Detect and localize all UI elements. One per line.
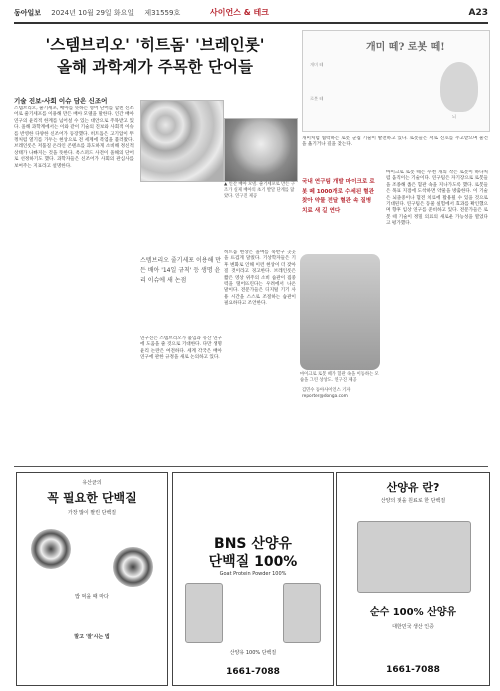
sidebar-aside-text: 개미처럼 협력하는 로봇 군집 기술이 발전하고 있다. 로봇들은 서로 신호를 주고받으며 물건을 옮기거나 길을 찾는다.: [302, 136, 488, 148]
ad2-sub: Goat Protein Powder 100%: [219, 571, 287, 577]
advertisement-2[interactable]: [172, 472, 334, 686]
box-label-robots: 로봇 떼: [310, 96, 324, 101]
photo-caption: ▲ 인간 배아 모델. 줄기세포로 만든 구조가 실제 배아의 초기 발달 단계를 닮았다. 연구진 제공: [224, 182, 295, 199]
box-label-ants: 개미 떼: [310, 62, 324, 67]
headline-line-1: '스템브리오' '히트돔' '브레인롯': [45, 35, 265, 54]
heat-dome-photo: [224, 118, 298, 182]
article-column-2: 연구진은 스템브리오가 불임과 유산 연구에 도움을 줄 것으로 기대한다. 다만 생명 윤리 논란은 여전하다. 세계 각국은 배아 연구에 관한 규정을 새로 논의하고 있다.: [140, 336, 222, 361]
article-byline: 기술 진보-사회 이슈 담은 신조어: [14, 97, 108, 105]
advertisement-3[interactable]: [336, 472, 490, 686]
headline-line-2: 올해 과학계가 주목한 단어들: [57, 57, 253, 76]
article-headline: [14, 34, 296, 78]
ads-divider: [14, 466, 488, 467]
embryo-photo: [140, 100, 224, 182]
ad1-mid: 밥 먹을 때 마다: [75, 594, 109, 600]
publication-name: 동아일보: [14, 9, 42, 17]
box-label-brain: 뇌: [452, 114, 457, 119]
advertisement-1[interactable]: [16, 472, 168, 686]
sidebar-column: 마이크로 로봇 떼는 수천 개의 작은 로봇이 하나처럼 움직이는 기술이다. 연구팀은 자기장으로 로봇들을 조종해 좁은 혈관 속을 지나가도록 했다. 로봇들은 목표 지점에 도착하면 약물을 방출한다. 이 기술은 뇌졸중이나 혈전 치료에 활용될 수 있을 것으로 기대된다. 연구팀은 동물 실험에서 효과를 확인했으며 향후 임상 연구를 준비하고 있다. 전문가들은 로봇 떼 기술이 정밀 의료의 새로운 가능성을 열었다고 평가했다.: [386, 170, 488, 227]
ad1-graphic-circle: [113, 547, 153, 587]
ad3-product-box: [357, 521, 471, 593]
ad2-product-jar: [185, 583, 223, 643]
issue-number: 제31559호: [144, 9, 181, 17]
issue-date: 2024년 10월 29일 화요일: [51, 9, 135, 17]
ad1-bottom: 말고 '잘'시는 법: [74, 634, 110, 640]
masthead: [14, 6, 488, 20]
ad2-mid: 산양유 100% 단백질: [229, 650, 277, 656]
sidebar-quote: 국내 연구팀 개발 마이크로 로봇 떼 1000개로 수세된 혈관 찾아 약물 전달 혈관 속 질병 치료 새 길 연다: [302, 179, 375, 214]
ad2-top: BNS 산양유: [214, 536, 292, 552]
top-rule: [14, 22, 488, 24]
brain-icon: [440, 62, 478, 112]
section-title: 사이언스 & 테크: [210, 8, 269, 17]
ad3-sub: 산양의 젖을 원료로 한 단백질: [380, 498, 446, 504]
ad2-headline: 단백질 100%: [208, 554, 298, 570]
reporter-credit: 김민수 동아사이언스 기자 reporter@donga.com: [302, 388, 351, 399]
page-number: A23: [468, 8, 488, 18]
ad3-mid: 대한민국 생산 인증: [392, 624, 434, 630]
ad3-headline: 순수 100% 산양유: [369, 607, 457, 618]
pull-quote: 스템브리오 줄기세포 이용해 만든 배아 '14일 규칙' 등 생명 윤리 이슈에 새 논점: [140, 257, 222, 284]
ad1-sub: 가장 많이 팔린 단백질: [67, 510, 117, 516]
ad1-top: 유산균의: [82, 480, 102, 486]
ad1-graphic-circle: [31, 529, 71, 569]
ad2-phone: 1661-7088: [226, 667, 280, 677]
ad3-phone: 1661-7088: [386, 665, 440, 675]
robot-caption: 마이크로 로봇 떼가 혈관 속을 이동하는 모습을 그린 상상도. 연구진 제공: [300, 372, 379, 383]
ad1-headline: 꼭 필요한 단백질: [47, 491, 137, 505]
ad3-top: 산양유 란?: [386, 481, 440, 494]
robot-photo: [300, 254, 380, 370]
ad2-product-jar: [283, 583, 321, 643]
article-column-1: 스템브리오, 줄기세포, 배아를 뜻하는 영어 단어를 합친 신조어로 줄기세포를 이용해 만든 배아 모델을 말한다. 인간 배아 연구의 윤리적 한계를 넘어설 수 있는 대안으로 주목받고 있다. 올해 과학계에서는 이와 같이 기술의 진보와 사회적 이슈를 반영한 다양한 신조어가 등장했다. 히트돔은 고기압이 뚜껑처럼 열기를 가두는 현상으로 전 세계에 폭염을 불러왔다. 브레인롯은 저품질 온라인 콘텐츠를 과도하게 소비해 정신적 상태가 나빠지는 것을 뜻한다. 옥스퍼드 사전이 올해의 단어로 선정하기도 했다. 과학자들은 신조어가 사회의 관심사를 보여주는 지표라고 설명한다.: [14, 106, 134, 169]
sidebar-box-title: 개미 떼? 로봇 떼!: [366, 42, 445, 53]
article-column-3: 히트돔 현상은 올여름 북반구 곳곳을 뜨겁게 달궜다. 기상학자들은 기후 변화로 인해 이런 현상이 더 잦아질 것이라고 경고한다. 브레인롯은 짧은 영상 위주의 소비 습관이 집중력을 떨어뜨린다는 우려에서 나온 말이다. 전문가들은 디지털 기기 사용 시간을 스스로 조절하는 습관이 필요하다고 조언한다.: [224, 250, 296, 307]
